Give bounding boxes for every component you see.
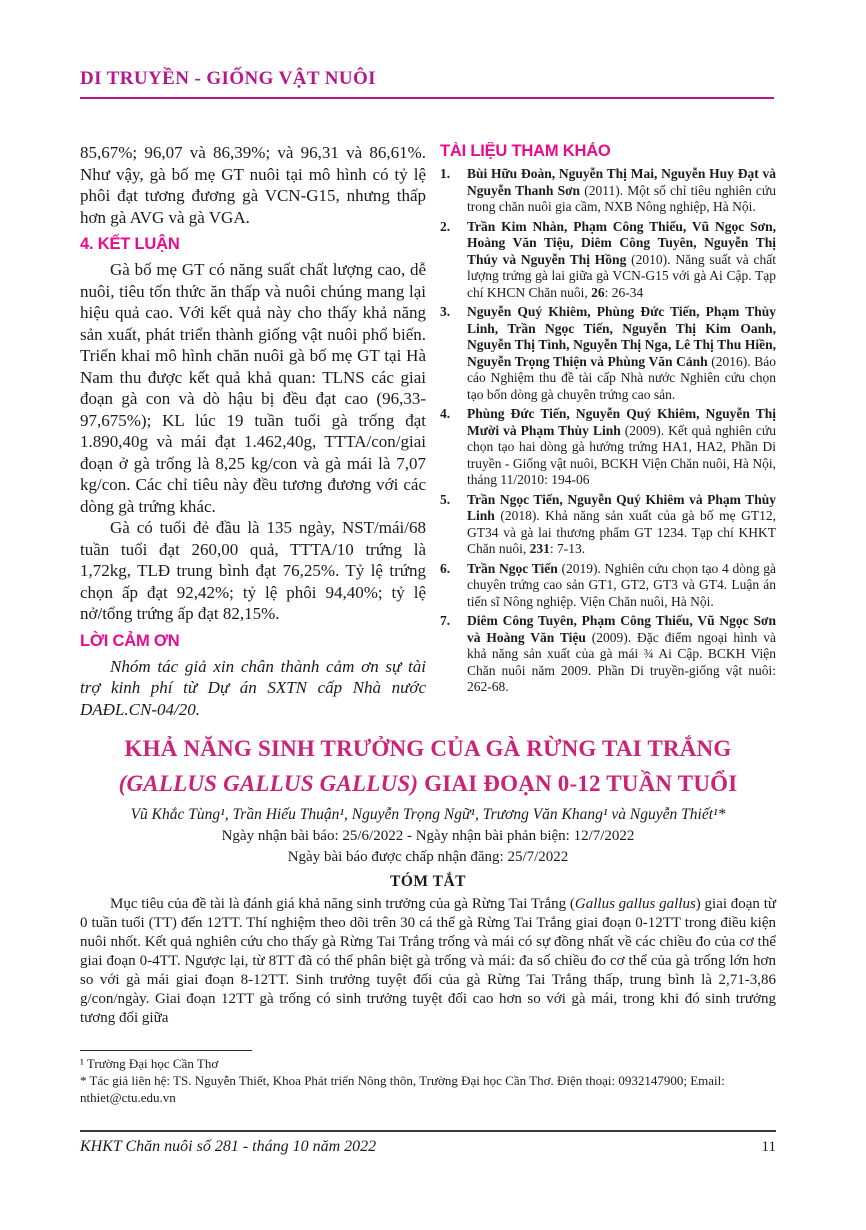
journal-name: KHKT Chăn nuôi số 281 - tháng 10 năm 2022 xyxy=(80,1138,377,1155)
reference-text: Bùi Hữu Đoàn, Nguyễn Thị Mai, Nguyễn Huy Đạt và Nguyễn Thanh Sơn (2011). Một số chỉ tiêu nghiên cứu trong chăn nuôi gia cầm, NXB Nông nghiệp, Hà Nội. xyxy=(467,166,776,214)
author-line: Vũ Khắc Tùng¹, Trần Hiếu Thuận¹, Nguyễn Trọng Ngữ¹, Trương Văn Khang¹ và Nguyễn Thiết¹* xyxy=(130,806,726,823)
references-column xyxy=(440,142,776,730)
page-header xyxy=(80,68,774,99)
reference-item xyxy=(440,492,776,558)
reference-text: Trần Ngọc Tiến, Nguyễn Quý Khiêm và Phạm Thùy Linh (2018). Khả năng sản xuất của gà bố mẹ GT12, GT34 và gà lai thương phẩm GT 1234. Tạp chí KHKT Chăn nuôi, 231: 7-13. xyxy=(467,491,776,556)
affiliation-footnote: ¹ Trường Đại học Cần Thơ xyxy=(80,1056,219,1071)
references-heading: TÀI LIỆU THAM KHẢO xyxy=(440,142,611,160)
reference-number: 5. xyxy=(440,491,451,507)
conclusion-paragraph-2: Gà có tuổi đẻ đầu là 135 ngày, NST/mái/68 tuần tuổi đạt 260,00 quả, TTTA/10 trứng là 1,72kg, TLĐ trung bình đạt 76,25%. Tỷ lệ trứng chọn ấp đạt 92,42%; tỷ lệ phôi 94,40%; tỷ lệ nở/tổng trứng ấp đạt 82,15%. xyxy=(80,518,426,623)
reference-item xyxy=(440,304,776,403)
reference-text: Diêm Công Tuyên, Phạm Công Thiếu, Vũ Ngọc Sơn và Hoàng Văn Tiệu (2009). Đặc điểm ngoại hình và khả năng sản xuất của gà mái ¾ Ai Cập. BCKH Viện Chăn nuôi năm 2009. Phần Di truyền-giống vật nuôi: 262-68. xyxy=(467,613,776,694)
acknowledgement-heading: LỜI CẢM ƠN xyxy=(80,631,180,650)
page-footer xyxy=(80,1130,776,1156)
reference-number: 7. xyxy=(440,613,451,628)
abstract-text: Mục tiêu của đề tài là đánh giá khả năng sinh trưởng của gà Rừng Tai Trắng (Gallus gallus gallus) giai đoạn từ 0 tuần tuổi (TT) đến 12TT. Thí nghiệm theo dõi trên 30 cá thể gà Rừng Tai Trắng giai đoạn 0-12TT trong điều kiện nuôi nhốt. Kết quả nghiên cứu cho thấy gà Rừng Tai Trắng trống và mái có sự đồng nhất về các chiều đo của cơ thể giai đoạn 0-4TT. Ngược lại, từ 8TT đã có thể phân biệt gà trống và mái: đa số chiều đo cơ thể của gà trống lớn hơn so với gà mái giai đoạn 8-12TT. Sinh trưởng tuyệt đối của gà Rừng Tai Trắng thấp, trung bình là 2,71-3,86 g/con/ngày. Giai đoạn 12TT gà trống có sinh trưởng tuyệt đối cao hơn so với gà mái, trong khi đó sinh trưởng tương đối giữa xyxy=(80,896,776,1026)
section-header-title: DI TRUYỀN - GIỐNG VẬT NUÔI xyxy=(80,68,376,89)
contact-footnote: * Tác giả liên hệ: TS. Nguyễn Thiết, Khoa Phát triển Nông thôn, Trường Đại học Cần Thơ. Điện thoại: 0932147900; Email: nthiet@ctu.edu.vn xyxy=(80,1073,725,1105)
reference-item xyxy=(440,406,776,489)
accepted-date-line: Ngày bài báo được chấp nhận đăng: 25/7/2022 xyxy=(287,849,569,865)
page-number: 11 xyxy=(761,1139,776,1155)
conclusion-paragraph-1: Gà bố mẹ GT có năng suất chất lượng cao, dễ nuôi, tiêu tốn thức ăn thấp và nuôi chúng mang lại hiệu quả cao. Với kết quả này cho thấy khả năng sản xuất, phát triển thành giống vật nuôi phổ biến. Triển khai mô hình chăn nuôi gà bố mẹ GT tại Hà Nam thu được kết quả khả quan: TLNS các giai đoạn gà con và dò hậu bị đều đạt cao (96,33-97,675%); KL lúc 19 tuần tuổi gà trống đạt 1.890,40g và mái đạt 1.462,40g, TTTA/con/giai đoạn ở gà trống là 8,25 kg/con và gà mái là 7,07 kg/con. Các chỉ tiêu này đều tương đương với các dòng gà trứng khác. xyxy=(80,260,426,516)
reference-number: 6. xyxy=(440,560,451,576)
article-title: KHẢ NĂNG SINH TRƯỞNG CỦA GÀ RỪNG TAI TRẮNG (GALLUS GALLUS GALLUS) GIAI ĐOẠN 0-12 TUẦN TUỔI xyxy=(118,736,738,796)
left-column xyxy=(80,142,426,730)
reference-number: 1. xyxy=(440,166,451,181)
reference-text: Trần Kim Nhàn, Phạm Công Thiếu, Vũ Ngọc Sơn, Hoàng Văn Tiệu, Diêm Công Tuyên, Nguyễn Thị Thúy và Nguyễn Thị Hồng (2010). Năng suất và chất lượng trứng gà lai giữa gà VCN-G15 với gà Ai Cập. Tạp chí KHCN Chăn nuôi, 26: 26-34 xyxy=(467,218,776,300)
reference-number: 4. xyxy=(440,406,451,421)
reference-list xyxy=(440,166,776,696)
two-column-body xyxy=(80,142,776,730)
reference-item xyxy=(440,219,776,302)
conclusion-heading: 4. KẾT LUẬN xyxy=(80,235,180,253)
abstract-heading: TÓM TẮT xyxy=(390,873,466,890)
received-dates-line: Ngày nhận bài báo: 25/6/2022 - Ngày nhận bài phản biện: 12/7/2022 xyxy=(221,828,635,844)
reference-text: Nguyễn Quý Khiêm, Phùng Đức Tiến, Phạm Thùy Linh, Trần Ngọc Tiến, Nguyễn Thị Kim Oanh, Nguyễn Thị Tình, Nguyễn Thị Nga, Lê Thị Thu Hiền, Nguyễn Trọng Thiện và Phùng Văn Cảnh (2016). Báo cáo Nghiệm thu đề tài cấp Nhà nước Nghiên cứu chọn tạo bốn dòng gà chuyên trứng cao sản. xyxy=(467,304,776,402)
reference-item xyxy=(440,166,776,216)
reference-item xyxy=(440,613,776,696)
footnote-block xyxy=(80,1050,776,1106)
reference-number: 2. xyxy=(440,218,451,234)
reference-text: Phùng Đức Tiến, Nguyễn Quý Khiêm, Nguyễn Thị Mười và Phạm Thùy Linh (2009). Kết quả nghiên cứu chọn tạo hai dòng gà hướng trứng HA1, HA2, Phần Di truyền - Giống vật nuôi, BCKH Viện Chăn nuôi, Hà Nội, tháng 11/2010: 194-06 xyxy=(467,406,776,487)
body-paragraph-continuation: 85,67%; 96,07 và 86,39%; và 96,31 và 86,61%. Như vậy, gà bố mẹ GT nuôi tại mô hình có tỷ lệ phôi đạt tương đương gà VCN-G15, nhưng thấp hơn gà AVG và gà VGA. xyxy=(80,143,426,227)
reference-item xyxy=(440,561,776,611)
reference-text: Trần Ngọc Tiến (2019). Nghiên cứu chọn tạo 4 dòng gà chuyên trứng cao sản GT1, GT2, GT3 và GT4. Luận án tiến sĩ Nông nghiệp. Viện Chăn nuôi, Hà Nội. xyxy=(467,560,776,609)
reference-number: 3. xyxy=(440,304,451,319)
acknowledgement-text: Nhóm tác giả xin chân thành cảm ơn sự tài trợ kinh phí từ Dự án SXTN cấp Nhà nước DAĐL.CN-04/20. xyxy=(80,656,426,719)
footnote-divider xyxy=(80,1050,252,1051)
article-header-section xyxy=(80,731,776,1028)
